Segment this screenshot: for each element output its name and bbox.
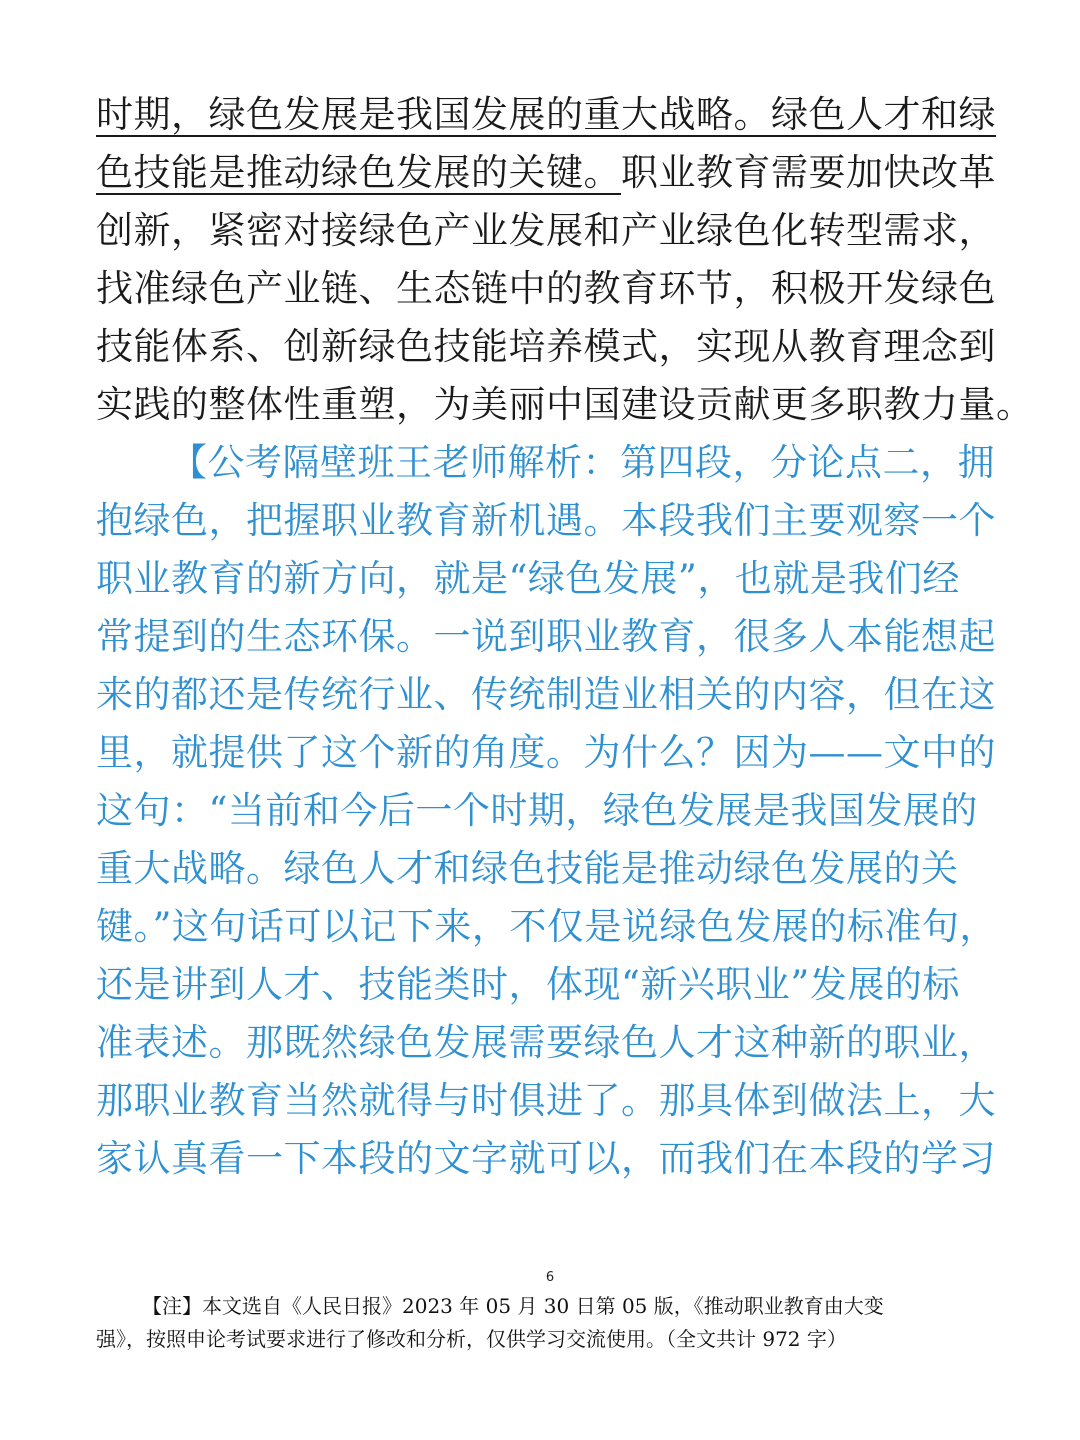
page-number: 6: [545, 1270, 555, 1285]
analysis-line: 准表述。那既然绿色发展需要绿色人才这种新的职业，: [96, 1021, 996, 1064]
paragraph-text: 职业教育需要加快改革: [621, 151, 996, 194]
analysis-line: 还是讲到人才、技能类时，体现“新兴职业”发展的标: [96, 963, 960, 1006]
analysis-line: 来的都还是传统行业、传统制造业相关的内容，但在这: [96, 673, 996, 716]
analysis-line: 常提到的生态环保。一说到职业教育，很多人本能想起: [96, 615, 996, 658]
footnote-line: 【注】本文选自《人民日报》2023 年 05 月 30 日第 05 版，《推动职业教育由大变: [142, 1294, 884, 1318]
paragraph-line: 技能体系、创新绿色技能培养模式，实现从教育理念到: [96, 325, 996, 368]
article-body: [96, 86, 1034, 1188]
analysis-line: 那职业教育当然就得与时俱进了。那具体到做法上，大: [96, 1079, 996, 1122]
underlined-key-sentence: 时期，绿色发展是我国发展的重大战略。绿色人才和绿: [96, 93, 996, 136]
analysis-line: 抱绿色，把握职业教育新机遇。本段我们主要观察一个: [96, 499, 996, 542]
paragraph-line: [96, 86, 996, 144]
analysis-line: 【公考隔壁班王老师解析：第四段，分论点二，拥: [170, 441, 995, 484]
paragraph-line: [96, 144, 996, 202]
analysis-line: 家认真看一下本段的文字就可以，而我们在本段的学习: [96, 1137, 996, 1180]
analysis-line: 这句：“当前和今后一个时期，绿色发展是我国发展的: [96, 789, 978, 832]
underlined-key-sentence: 色技能是推动绿色发展的关键。: [96, 151, 621, 194]
paragraph-line: 实践的整体性重塑，为美丽中国建设贡献更多职教力量。: [96, 383, 1034, 426]
analysis-line: 职业教育的新方向，就是“绿色发展”，也就是我们经: [96, 557, 960, 600]
analysis-line: 里，就提供了这个新的角度。为什么？因为——文中的: [96, 731, 996, 774]
paragraph-line: 创新，紧密对接绿色产业发展和产业绿色化转型需求，: [96, 209, 996, 252]
paragraph-line: 找准绿色产业链、生态链中的教育环节，积极开发绿色: [96, 267, 996, 310]
analysis-line: 重大战略。绿色人才和绿色技能是推动绿色发展的关: [96, 847, 959, 890]
footnote-line: 强》，按照申论考试要求进行了修改和分析，仅供学习交流使用。（全文共计 972 字）: [96, 1327, 847, 1351]
footnote: [96, 1290, 988, 1356]
analysis-line: 键。”这句话可以记下来，不仅是说绿色发展的标准句，: [96, 905, 997, 948]
